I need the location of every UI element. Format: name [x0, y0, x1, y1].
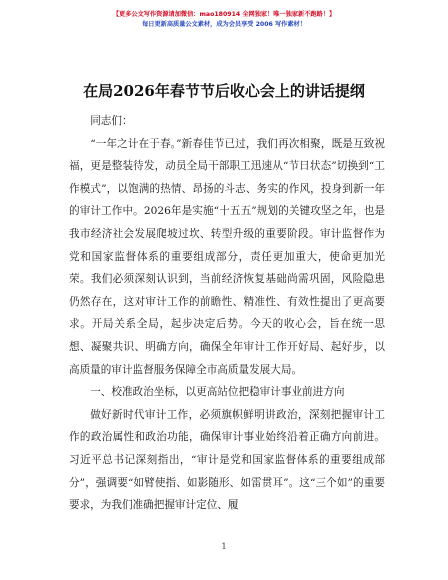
document-body	[69, 110, 385, 517]
salutation: 同志们：	[90, 115, 133, 127]
promo-banner-line-2: 每日更新高质量公文素材，成为会员享受 2006 写作素材！	[142, 21, 306, 28]
page-number: 1	[221, 542, 227, 551]
section-heading: 一、校准政治坐标，以更高站位把稳审计事业前进方向	[90, 386, 345, 399]
intro-paragraph: “一年之计在于春。”新春佳节已过，我们再次相聚，既是互致祝福，更是整装待发，动员全局干部职工迅速从“节日状态”切换到“工作模式”，以饱满的热情、昂扬的斗志、务实的作风，投身到新一年的审计工作中。2026年是实施“十五五”规划的关键攻坚之年，也是我市经济社会发展爬坡过坎、转型升级的重要阶段。审计监督作为党和国家监督体系的重要组成部分，责任更加重大，使命更加光荣。我们必须深刻认识到，当前经济恢复基础尚需巩固，风险隐患仍然存在，这对审计工作的前瞻性、精准性、有效性提出了更高要求。开局关系全局，起步决定后势。今天的收心会，旨在统一思想、凝聚共识、明确方向，确保全年审计工作开好局、起好步，以高质量的审计监督服务保障全市高质量发展大局。	[69, 137, 385, 376]
document-title: 在局2026年春节节后收心会上的讲话提纲	[83, 82, 365, 100]
promo-banner-line-1: 【更多公文写作资源请加微信：mao180914 全网独家！唯一独家新不跑路！】	[112, 11, 336, 18]
section-paragraph: 做好新时代审计工作，必须旗帜鲜明讲政治，深刻把握审计工作的政治属性和政治功能，确保审计事业始终沿着正确方向前进。习近平总书记深刻指出，“审计是党和国家监督体系的重要组成部分”，强调要“如臂使指、如影随形、如雷贯耳”。这“三个如”的重要要求，为我们准确把握审计定位、履	[69, 408, 385, 512]
